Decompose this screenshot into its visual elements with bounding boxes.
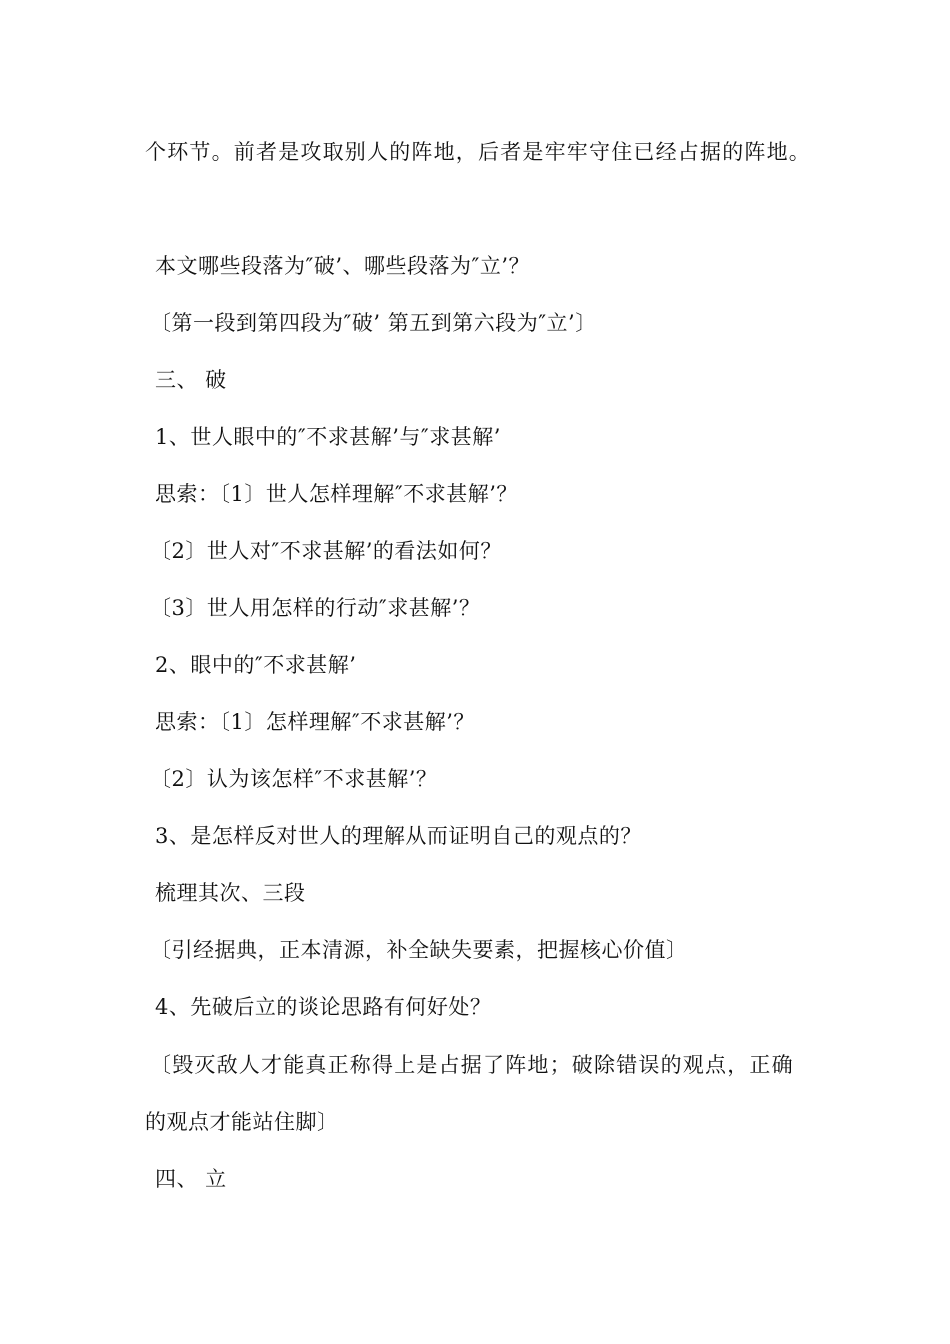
list-item: 思索：〔1〕怎样理解″不求甚解’？ xyxy=(155,710,475,734)
question-line: 本文哪些段落为″破’、哪些段落为″立’？ xyxy=(155,254,531,278)
section-heading: 三、 破 xyxy=(155,368,227,392)
paragraph-line: 个环节。前者是攻取别人的阵地，后者是牢牢守住已经占据的阵地。 xyxy=(145,140,811,164)
list-item: 〔2〕认为该怎样″不求甚解’？ xyxy=(150,767,438,791)
section-heading: 四、 立 xyxy=(155,1167,227,1191)
list-item: 3、是怎样反对世人的理解从而证明自己的观点的？ xyxy=(155,824,642,848)
list-item: 4、先破后立的谈论思路有何好处？ xyxy=(155,995,492,1019)
answer-line-continued: 的观点才能站住脚〕 xyxy=(145,1110,339,1134)
answer-line: 〔引经据典，正本清源，补全缺失要素，把握核心价值〕 xyxy=(150,938,688,962)
answer-line: 〔第一段到第四段为″破’ 第五到第六段为″立’〕 xyxy=(150,311,597,335)
list-item: 2、眼中的″不求甚解’ xyxy=(155,653,357,677)
list-item: 1、世人眼中的″不求甚解’与″求甚解’ xyxy=(155,425,501,449)
list-item: 〔2〕世人对″不求甚解’的看法如何？ xyxy=(150,539,502,563)
answer-line: 〔毁灭敌人才能真正称得上是占据了阵地；破除错误的观点，正确 xyxy=(150,1053,794,1077)
list-item: 〔3〕世人用怎样的行动″求甚解’？ xyxy=(150,596,481,620)
list-item: 思索：〔1〕世人怎样理解″不求甚解’？ xyxy=(155,482,518,506)
list-item: 梳理其次、三段 xyxy=(155,881,306,905)
